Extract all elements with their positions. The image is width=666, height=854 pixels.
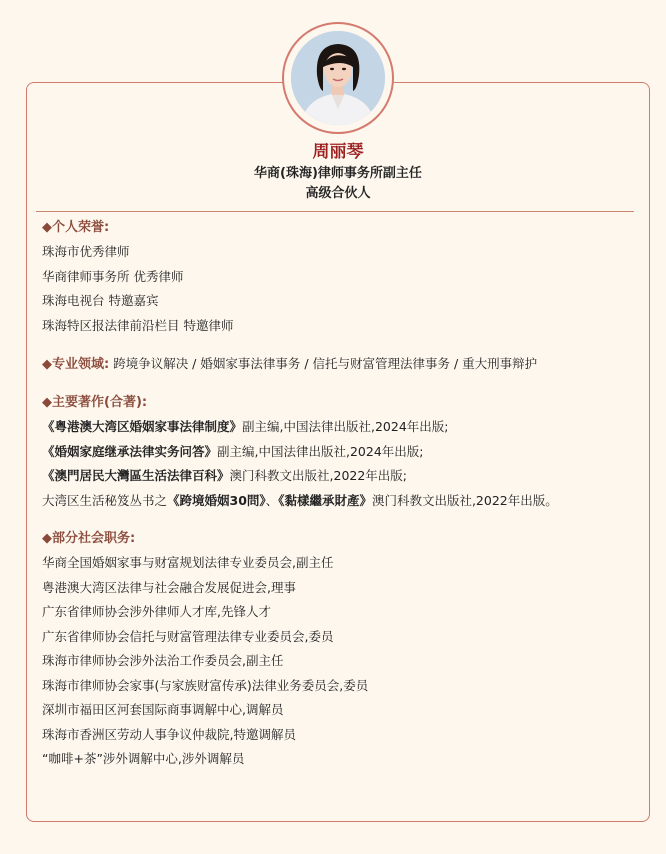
work-detail: 副主编,中国法律出版社,2024年出版; [217, 443, 424, 459]
work-detail: 澳门科教文出版社,2022年出版。 [371, 492, 558, 508]
post-item: 华商全国婚姻家事与财富规划法律专业委员会,副主任 [42, 555, 334, 570]
post-item: 广东省律师协会涉外律师人才库,先锋人才 [42, 604, 271, 619]
work-title: 《跨境婚姻30問》 [167, 492, 266, 508]
post-item: 广东省律师协会信托与财富管理法律专业委员会,委员 [42, 628, 334, 644]
fields-text: 跨境争议解决 / 婚姻家事法律事务 / 信托与财富管理法律事务 / 重大刑事辩护 [113, 356, 538, 371]
profile-content [42, 216, 636, 772]
honors-section [42, 216, 636, 338]
posts-section [42, 527, 636, 772]
work-item [42, 489, 636, 514]
work-separator: 、 [265, 492, 279, 508]
position-title: 华商(珠海)律师事务所副主任 [254, 166, 422, 181]
works-section [42, 391, 636, 513]
post-item: 珠海市香洲区劳动人事争议仲裁院,特邀调解员 [42, 726, 296, 742]
avatar [291, 31, 385, 125]
work-title: 《婚姻家庭继承法律实务问答》 [42, 443, 218, 459]
honor-item: 珠海特区报法律前沿栏目 特邀律师 [42, 317, 234, 333]
header-divider [36, 211, 634, 212]
work-item [42, 464, 636, 489]
honor-item: 珠海市优秀律师 [42, 244, 130, 259]
post-item: 粤港澳大湾区法律与社会融合发展促进会,理事 [42, 579, 296, 595]
works-heading: ◆主要著作(合著): [42, 395, 148, 410]
work-prefix: 大湾区生活秘笈丛书之 [42, 492, 168, 508]
post-item: 珠海市律师协会家事(与家族财富传承)法律业务委员会,委员 [42, 677, 369, 693]
fields-heading: ◆专业领域: [42, 357, 110, 372]
partner-title: 高级合伙人 [305, 186, 371, 201]
honor-item: 珠海电视台 特邀嘉宾 [42, 293, 159, 308]
honors-heading: ◆个人荣誉: [42, 220, 110, 235]
honor-item: 华商律师事务所 优秀律师 [42, 268, 184, 284]
portrait-photo [291, 31, 385, 125]
post-item: “咖啡+茶”涉外调解中心,涉外调解员 [42, 751, 245, 766]
fields-section [42, 352, 636, 377]
work-title: 《粤港澳大湾区婚姻家事法律制度》 [42, 419, 243, 434]
work-title: 《澳門居民大灣區生活法律百科》 [42, 468, 230, 483]
avatar-frame [282, 22, 394, 134]
post-item: 珠海市律师协会涉外法治工作委员会,副主任 [42, 653, 284, 668]
profile-header [26, 140, 650, 204]
lawyer-name: 周丽琴 [312, 142, 364, 162]
post-item: 深圳市福田区河套国际商事调解中心,调解员 [42, 702, 284, 717]
work-item [42, 440, 636, 465]
work-detail: 副主编,中国法律出版社,2024年出版; [242, 419, 449, 434]
work-title: 《黏樣繼承財產》 [278, 492, 372, 508]
posts-heading: ◆部分社会职务: [42, 531, 136, 546]
work-detail: 澳门科教文出版社,2022年出版; [229, 468, 408, 483]
work-item [42, 415, 636, 440]
